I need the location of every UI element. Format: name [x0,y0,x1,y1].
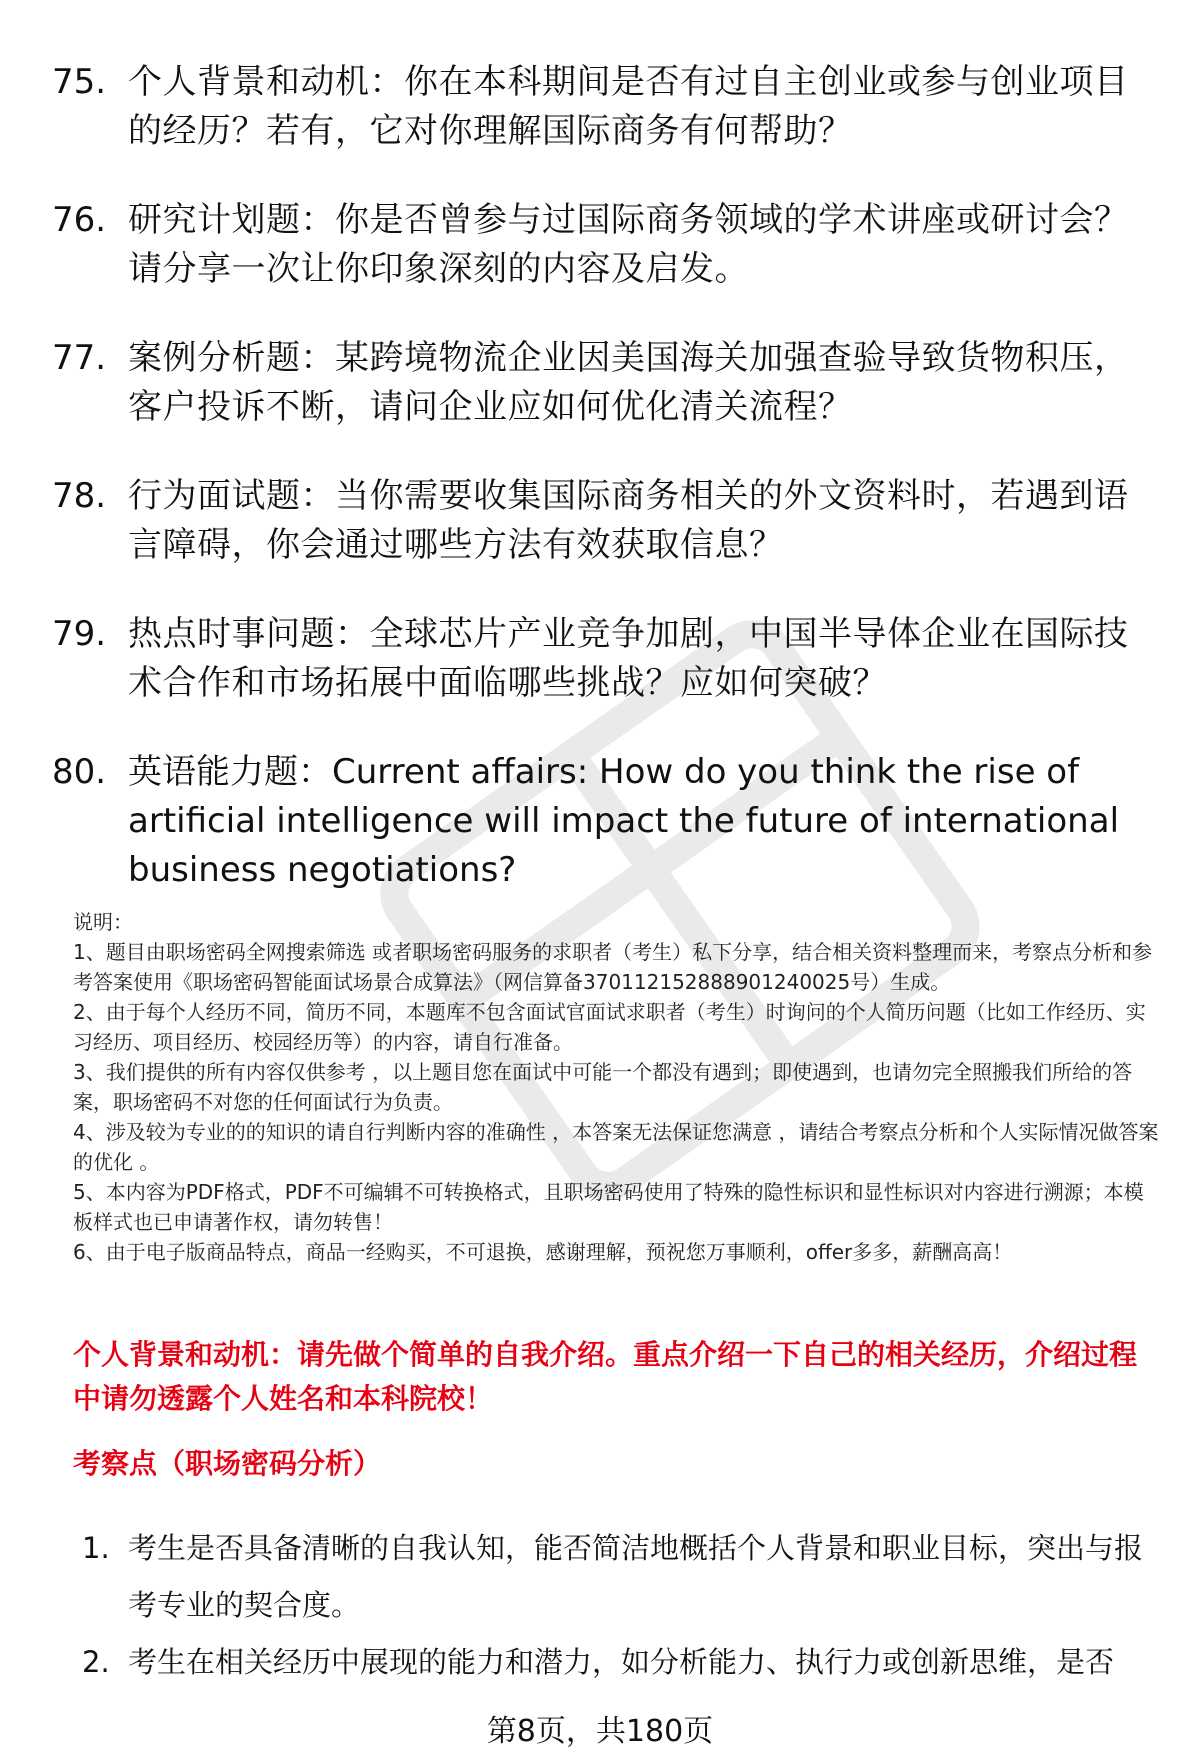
question-item [52,748,1162,895]
notes-section [73,907,1163,1267]
note-item: 3、我们提供的所有内容仅供参考 ，以上题目您在面试中可能一个都没有遇到；即使遇到，也请勿完全照搬我们所给的答案，职场密码不对您的任何面试行为负责。 [73,1060,1133,1114]
note-item: 5、本内容为PDF格式，PDF不可编辑不可转换格式，且职场密码使用了特殊的隐性标识和显性标识对内容进行溯源；本模板样式也已申请著作权，请勿转售！ [73,1180,1144,1234]
note-item: 2、由于每个人经历不同，简历不同，本题库不包含面试官面试求职者（考生）时询问的个人简历问题（比如工作经历、实习经历、项目经历、校园经历等）的内容，请自行准备。 [73,1000,1146,1054]
analysis-points [82,1520,1162,1691]
note-item: 6、由于电子版商品特点，商品一经购买，不可退换，感谢理解，预祝您万事顺利，offer多多，薪酬高高！ [73,1240,1013,1264]
note-item: 4、涉及较为专业的的知识的请自行判断内容的准确性 ，本答案无法保证您满意 ，请结合考察点分析和个人实际情况做答案的优化 。 [73,1120,1159,1174]
question-text: 研究计划题：你是否曾参与过国际商务领域的学术讲座或研讨会？请分享一次让你印象深刻的内容及启发。 [128,200,1129,289]
question-item [52,610,1162,708]
point-number: 1. [82,1531,110,1565]
point-text: 考生是否具备清晰的自我认知，能否简洁地概括个人背景和职业目标，突出与报考专业的契合度。 [128,1531,1144,1622]
question-text: 热点时事问题：全球芯片产业竞争加剧，中国半导体企业在国际技术合作和市场拓展中面临哪些挑战？应如何突破？ [128,614,1129,703]
notes-heading: 说明： [73,910,133,934]
question-number: 77. [52,338,107,378]
question-text: 行为面试题：当你需要收集国际商务相关的外文资料时，若遇到语言障碍，你会通过哪些方法有效获取信息？ [128,476,1129,565]
page-footer: 第8页，共180页 [486,1714,714,1749]
note-item: 1、题目由职场密码全网搜索筛选 或者职场密码服务的求职者（考生）私下分享，结合相关资料整理而来，考察点分析和参考答案使用《职场密码智能面试场景合成算法》（网信算备370112152888901240025号）生成。 [73,940,1153,994]
question-text: 案例分析题：某跨境物流企业因美国海关加强查验导致货物积压，客户投诉不断，请问企业应如何优化清关流程？ [128,338,1129,427]
question-number: 78. [52,476,107,516]
question-number: 80. [52,752,107,792]
section-subtitle: 考察点（职场密码分析） [73,1447,382,1480]
question-text: 英语能力题：Current affairs: How do you think the rise of artificial intelligence will impact the future of international business negotiations? [128,752,1120,890]
question-number: 79. [52,614,107,654]
question-item [52,334,1162,432]
question-item [52,196,1162,294]
analysis-point [82,1634,1162,1691]
question-item [52,58,1162,156]
question-number: 75. [52,62,107,102]
question-number: 76. [52,200,107,240]
point-text: 考生在相关经历中展现的能力和潜力，如分析能力、执行力或创新思维，是否 [128,1645,1115,1679]
analysis-point [82,1520,1162,1634]
section-title: 个人背景和动机：请先做个简单的自我介绍。重点介绍一下自己的相关经历，介绍过程中请勿透露个人姓名和本科院校！ [73,1338,1138,1415]
question-list [52,58,1162,935]
point-number: 2. [82,1645,110,1679]
question-item [52,472,1162,570]
question-text: 个人背景和动机：你在本科期间是否有过自主创业或参与创业项目的经历？若有，它对你理解国际商务有何帮助？ [128,62,1129,151]
